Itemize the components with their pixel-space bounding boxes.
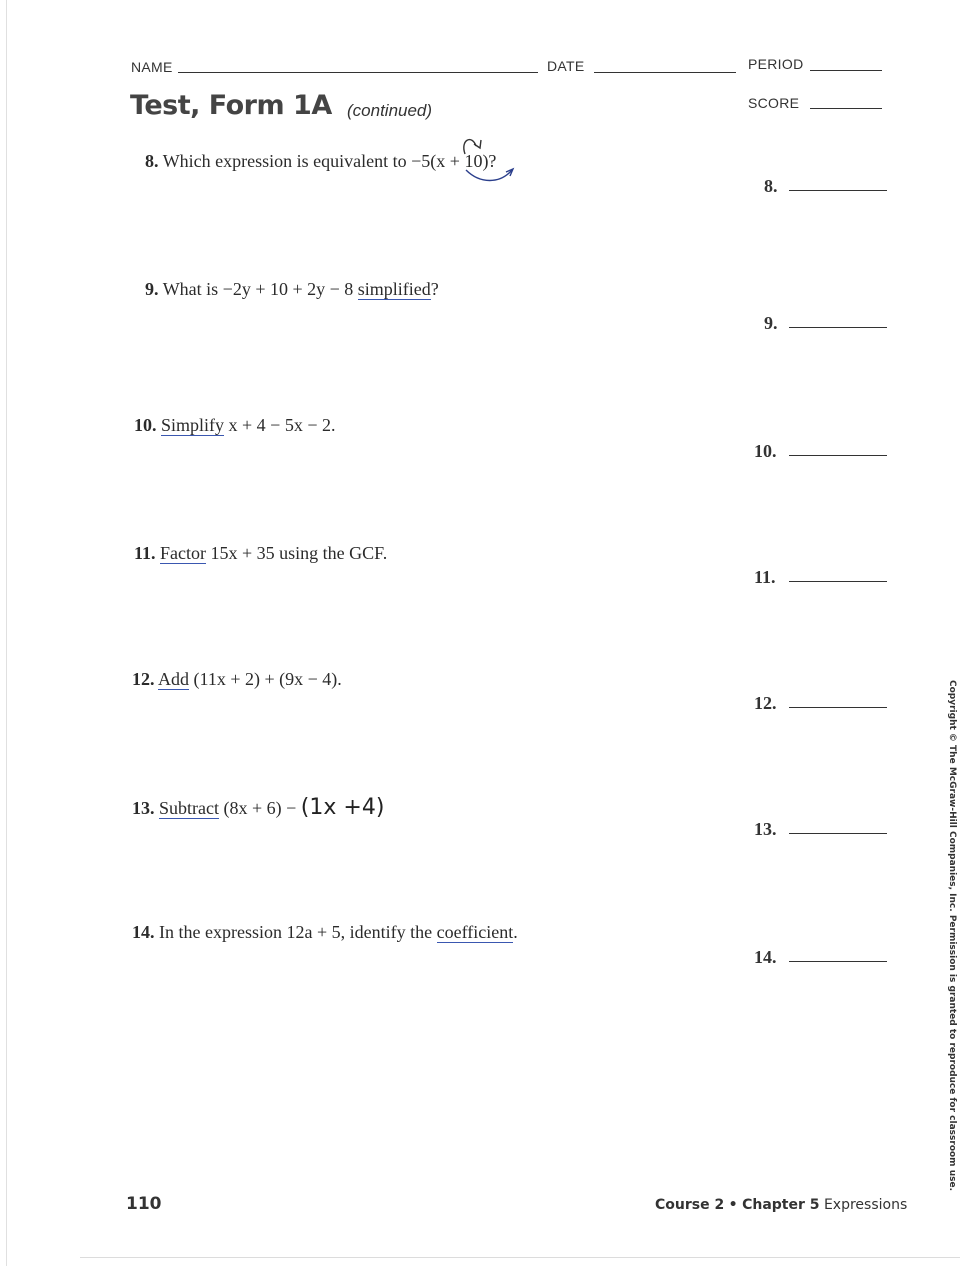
page-title: Test, Form 1A (130, 90, 332, 121)
keyword-subtract: Subtract (159, 798, 219, 818)
answer-label-14: 14. (754, 947, 777, 967)
footer-bullet: • (728, 1197, 738, 1213)
answer-label-12: 12. (754, 693, 777, 713)
name-field[interactable] (178, 72, 538, 73)
answer-field-10[interactable] (789, 455, 887, 456)
period-label: PERIOD (748, 56, 804, 72)
answer-label-8: 8. (764, 176, 778, 196)
question-8-expression: −5(x + 10)? (411, 151, 497, 171)
answer-field-9[interactable] (789, 327, 887, 328)
date-field[interactable] (594, 72, 736, 73)
date-label: DATE (547, 58, 585, 74)
answer-label-10: 10. (754, 441, 777, 461)
answer-field-8[interactable] (789, 190, 887, 191)
copyright-notice: Copyright © The McGraw-Hill Companies, Inc. Permission is granted to reproduce for classroom use. (947, 680, 957, 1191)
question-9: 9. What is −2y + 10 + 2y − 8 simplified? (145, 279, 439, 299)
footer-course: Course 2 (655, 1197, 725, 1213)
question-8: 8. Which expression is equivalent to −5(x + 10)? (145, 151, 497, 171)
score-field[interactable] (810, 108, 882, 109)
keyword-simplified: simplified (357, 279, 431, 299)
keyword-simplify: Simplify (161, 415, 225, 435)
answer-label-9: 9. (764, 313, 778, 333)
keyword-add: Add (158, 669, 190, 689)
answer-label-13: 13. (754, 819, 777, 839)
answer-field-11[interactable] (789, 581, 887, 582)
answer-label-11: 11. (754, 567, 776, 587)
answer-field-13[interactable] (789, 833, 887, 834)
score-label: SCORE (748, 95, 800, 111)
page-number: 110 (126, 1194, 162, 1214)
handwritten-distribute-arrows (450, 132, 530, 187)
footer-chapter: Chapter 5 (742, 1197, 820, 1213)
handwritten-answer-13: (1x +4) (300, 795, 385, 820)
name-label: NAME (131, 59, 173, 75)
keyword-coefficient: coefficient (436, 922, 514, 942)
question-11: 11. Factor 15x + 35 using the GCF. (134, 543, 388, 563)
scan-edge-left (6, 0, 7, 1266)
keyword-factor: Factor (160, 543, 206, 563)
answer-field-14[interactable] (789, 961, 887, 962)
question-14: 14. In the expression 12a + 5, identify the coefficient. (132, 922, 518, 942)
page-subtitle: (continued) (347, 101, 433, 120)
answer-field-12[interactable] (789, 707, 887, 708)
footer-topic: Expressions (823, 1197, 908, 1213)
question-13: 13. Subtract (8x + 6) − (1x +4) (132, 795, 385, 820)
footer-course-info (655, 1197, 907, 1213)
question-10: 10. Simplify x + 4 − 5x − 2. (134, 415, 336, 435)
scan-edge-bottom (80, 1257, 960, 1258)
question-8-text: Which expression is equivalent to (162, 151, 412, 171)
question-12: 12. Add (11x + 2) + (9x − 4). (132, 669, 342, 689)
period-field[interactable] (810, 70, 882, 71)
